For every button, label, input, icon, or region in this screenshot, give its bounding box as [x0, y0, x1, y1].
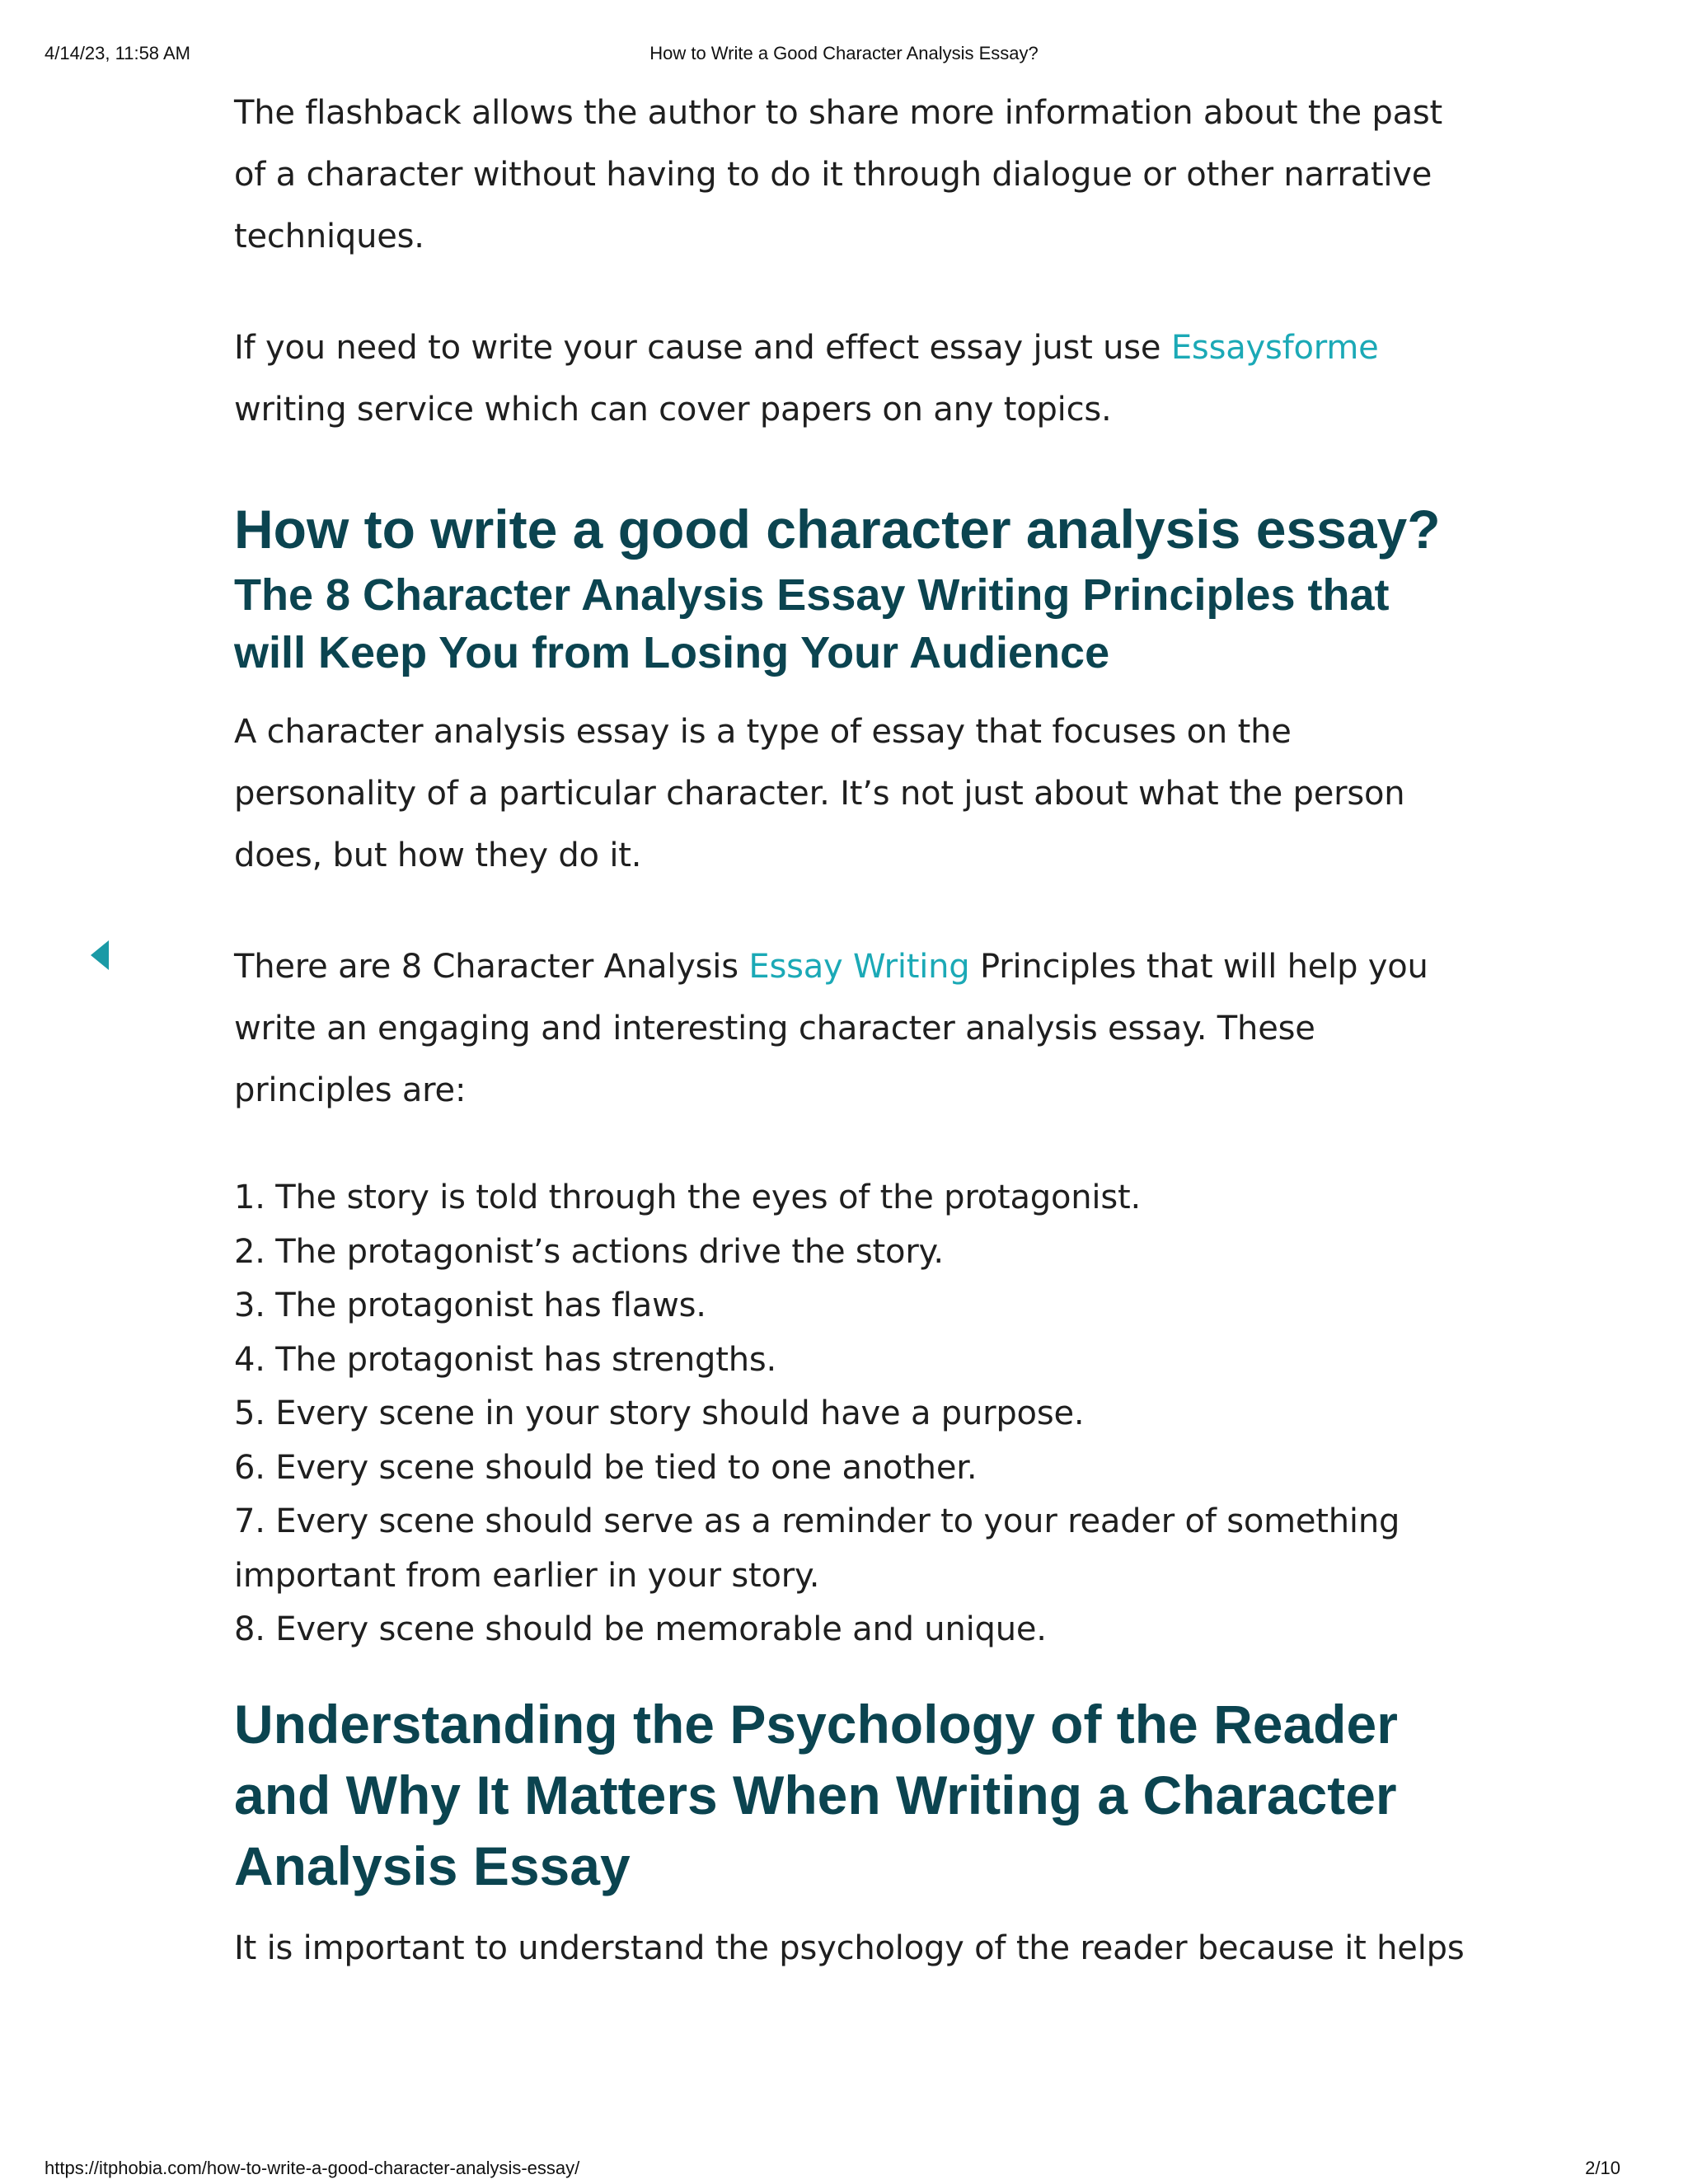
section-heading: Understanding the Psychology of the Reader and Why It Matters When Writing a Character Analysis Essay — [234, 1693, 1398, 1896]
list-item: 5. Every scene in your story should have a purpose. — [234, 1394, 1085, 1432]
list-item: 2. The protagonist’s actions drive the story. — [234, 1232, 944, 1271]
print-title: How to Write a Good Character Analysis Essay? — [649, 43, 1039, 63]
paragraph-text: There are 8 Character Analysis — [234, 948, 749, 986]
paragraph-text: If you need to write your cause and effect essay just use — [234, 329, 1171, 367]
paragraph-psychology: It is important to understand the psychology of the reader because it helps — [234, 1929, 1465, 1967]
print-header — [0, 43, 1688, 68]
list-item: 4. The protagonist has strengths. — [234, 1340, 777, 1379]
print-datetime: 4/14/23, 11:58 AM — [45, 43, 190, 63]
list-item: 7. Every scene should serve as a reminder to your reader of something important from earlier in your story. — [234, 1502, 1400, 1595]
essaysforme-link[interactable]: Essaysforme — [1170, 329, 1379, 367]
list-item: 6. Every scene should be tied to one another. — [234, 1448, 978, 1487]
page-number: 2/10 — [1585, 2158, 1620, 2178]
article-body — [234, 82, 1487, 1980]
paragraph-text: writing service which can cover papers on any topics. — [234, 391, 1112, 429]
subsection-heading: The 8 Character Analysis Essay Writing Principles that will Keep You from Losing Your Audience — [234, 570, 1390, 677]
paragraph-essaysforme — [234, 317, 1388, 441]
paragraph-definition: A character analysis essay is a type of essay that focuses on the personality of a particular character. It’s not just about what the person does, but how they do it. — [234, 713, 1405, 874]
paragraph-principles-intro — [234, 936, 1470, 1122]
paragraph-flashback: The flashback allows the author to share more information about the past of a character without having to do it through dialogue or other narrative techniques. — [234, 94, 1443, 255]
principles-list — [234, 1171, 1429, 1657]
list-item: 8. Every scene should be memorable and unique. — [234, 1610, 1047, 1648]
page-url: https://itphobia.com/how-to-write-a-good-character-analysis-essay/ — [45, 2158, 580, 2178]
essay-writing-link[interactable]: Essay Writing — [748, 948, 970, 986]
list-item: 3. The protagonist has flaws. — [234, 1286, 706, 1324]
caret-left-icon[interactable] — [91, 940, 109, 970]
paragraph-text: Principles that will help you write an engaging and interesting character analysis essay. These principles are: — [234, 948, 1428, 1109]
print-footer — [0, 2158, 1688, 2182]
section-heading: How to write a good character analysis essay? — [234, 499, 1441, 560]
list-item: 1. The story is told through the eyes of the protagonist. — [234, 1179, 1141, 1216]
